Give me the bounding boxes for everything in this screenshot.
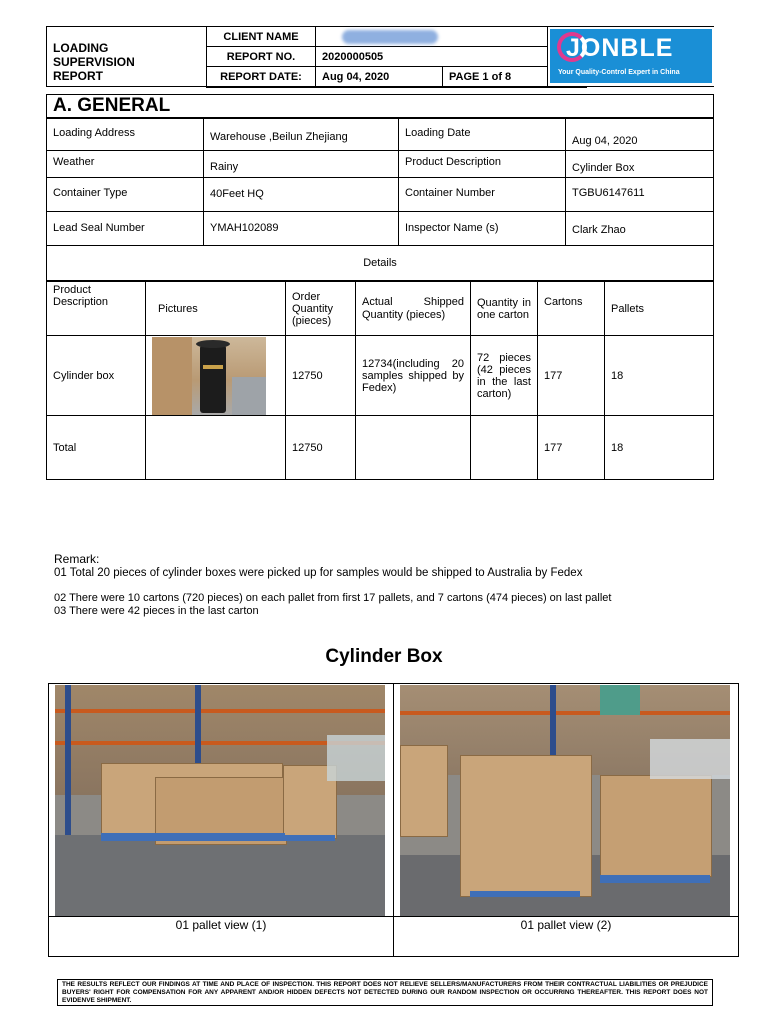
cell-total-order-qty: 12750 (286, 416, 356, 480)
container-number-label: Container Number (399, 178, 566, 212)
container-type-value: 40Feet HQ (204, 178, 399, 212)
header-order-quantity: Order Quantity (pieces) (286, 282, 356, 336)
report-no-label: REPORT NO. (207, 47, 316, 67)
cell-product: Cylinder box (47, 336, 146, 416)
remark-line-3: 03 There were 42 pieces in the last carton (54, 605, 259, 617)
loading-date-label: Loading Date (399, 119, 566, 151)
lead-seal-value: YMAH102089 (204, 212, 399, 246)
remarks-block (54, 552, 714, 618)
general-section-title (46, 94, 714, 118)
report-date-value: Aug 04, 2020 (316, 67, 443, 88)
cell-picture (146, 336, 286, 416)
container-type-label: Container Type (47, 178, 204, 212)
photo-caption-2: 01 pallet view (2) (520, 918, 612, 932)
loading-address-label: Loading Address (47, 119, 204, 151)
report-no-value: 2020000505 (316, 47, 587, 67)
company-logo (547, 27, 715, 86)
page-number: PAGE 1 of 8 (443, 67, 587, 88)
photo-caption-1: 01 pallet view (1) (175, 918, 267, 932)
photo-grid (48, 683, 739, 957)
redacted-client-name (342, 30, 438, 44)
header-product-description: Product Description (47, 282, 146, 336)
table-row (47, 336, 714, 416)
logo-text: JONBLE (566, 34, 674, 62)
cell-total-pallets: 18 (605, 416, 714, 480)
container-number-value: TGBU6147611 (566, 178, 714, 212)
report-date-label: REPORT DATE: (207, 67, 316, 88)
disclaimer: THE RESULTS REFLECT OUR FINDINGS AT TIME AND PLACE OF INSPECTION. THIS REPORT DOES NOT RELIEVE SELLERS/MANUFACTURERS FROM THEIR CONTRACTUAL LIABILITIES OR PREJUDICE BUYERS' RIGHT FOR COMPENSATION FOR ANY APPARENT AND/OR HIDDEN DEFECTS NOT DETECTED DURING OUR RANDOM INSPECTION OR OCCURRING THEREAFTER. THIS REPORT DOES NOT EVIDENVE SHIPMENT. (57, 979, 713, 1006)
remark-line-2: 02 There were 10 cartons (720 pieces) on each pallet from first 17 pallets, and 7 cartons (474 pieces) on last pallet (54, 592, 612, 604)
header-pictures: Pictures (146, 282, 286, 336)
section-heading: A. GENERAL (53, 95, 171, 116)
header-cartons: Cartons (538, 282, 605, 336)
remark-title: Remark: (54, 552, 100, 566)
general-info-table (46, 118, 714, 281)
header-qty-per-carton: Quantity in one carton (471, 282, 538, 336)
remark-line-1: 01 Total 20 pieces of cylinder boxes were picked up for samples would be shipped to Australia by Fedex (54, 567, 583, 579)
logo-tagline: Your Quality-Control Expert in China (558, 69, 680, 76)
report-title: LOADING SUPERVISION REPORT (53, 41, 135, 83)
product-description-label: Product Description (399, 151, 566, 178)
loading-address-value: Warehouse ,Beilun Zhejiang (204, 119, 399, 151)
header-info-table (206, 26, 587, 88)
cell-shipped-qty: 12734(including 20 samples shipped by Fedex) (356, 336, 471, 416)
pallet-photo-1 (55, 685, 385, 916)
report-header (46, 26, 714, 87)
weather-value: Rainy (204, 151, 399, 178)
loading-date-value: Aug 04, 2020 (566, 119, 714, 151)
cell-qty-per-carton: 72 pieces (42 pieces in the last carton) (471, 336, 538, 416)
inspector-value: Clark Zhao (566, 212, 714, 246)
details-table (46, 281, 714, 480)
client-name-value (316, 27, 587, 47)
product-photo (152, 337, 266, 415)
table-row-total (47, 416, 714, 480)
photo-section-title: Cylinder Box (325, 646, 443, 667)
cell-order-qty: 12750 (286, 336, 356, 416)
pallet-photo-2 (400, 685, 730, 916)
cell-pallets: 18 (605, 336, 714, 416)
cell-total-cartons: 177 (538, 416, 605, 480)
cell-total-label: Total (47, 416, 146, 480)
header-pallets: Pallets (605, 282, 714, 336)
product-description-value: Cylinder Box (566, 151, 714, 178)
inspector-label: Inspector Name (s) (399, 212, 566, 246)
details-label: Details (47, 246, 714, 281)
client-name-label: CLIENT NAME (207, 27, 316, 47)
lead-seal-label: Lead Seal Number (47, 212, 204, 246)
cell-cartons: 177 (538, 336, 605, 416)
weather-label: Weather (47, 151, 204, 178)
header-shipped-quantity: Actual Shipped Quantity (pieces) (356, 282, 471, 336)
